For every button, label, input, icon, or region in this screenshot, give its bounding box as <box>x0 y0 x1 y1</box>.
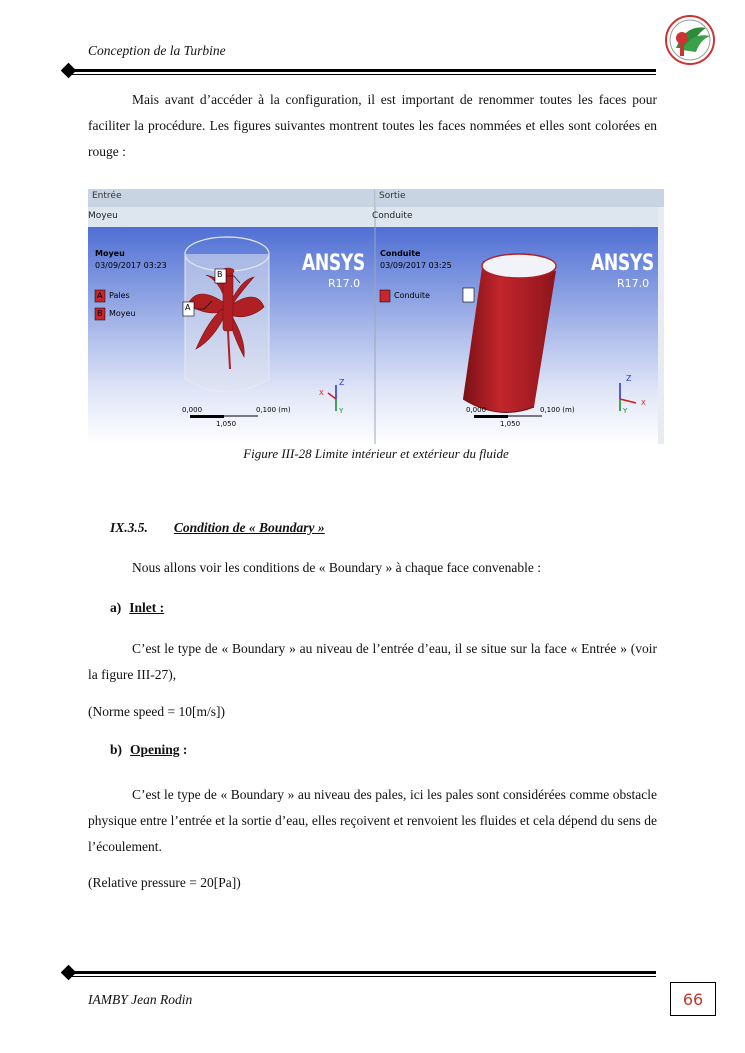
left-tab-sub: Moyeu <box>88 211 118 221</box>
left-tab-top: Entrée <box>92 191 122 201</box>
footer-diamond <box>61 965 77 981</box>
right-scale-right: 0,100 (m) <box>540 406 575 414</box>
left-version: R17.0 <box>328 277 361 290</box>
left-axis-x: X <box>319 389 324 397</box>
left-scale-mid: 1,050 <box>216 420 237 428</box>
subsection-b-marker: b) <box>110 742 123 757</box>
left-legend-label-b: Moyeu <box>109 309 136 318</box>
left-brand: ANSYS <box>302 251 365 276</box>
right-object-name: Conduite <box>380 249 421 258</box>
subsection-a-text: C’est le type de « Boundary » au niveau de l’entrée d’eau, il se situe sur la face « Entrée » (voir la figure III-27), <box>88 641 657 682</box>
right-legend-label: Conduite <box>394 291 430 300</box>
right-brand: ANSYS <box>591 251 654 276</box>
subsection-b-heading <box>110 742 187 758</box>
left-legend-label-a: Pales <box>109 291 130 300</box>
institution-logo <box>662 14 722 66</box>
right-axis-x: X <box>641 399 646 407</box>
subsection-b-text: C’est le type de « Boundary » au niveau des pales, ici les pales sont considérées comme obstacle physique entre l’entrée et la sortie d’eau, elles reçoivent et renvoient les fluides et cela dépend du sens de l’écoulement. <box>88 787 657 854</box>
section-title: Condition de « Boundary » <box>173 520 325 535</box>
callout-b: B <box>217 270 223 279</box>
footer-author: IAMBY Jean Rodin <box>88 992 193 1007</box>
left-scale-left: 0,000 <box>182 406 203 414</box>
subsection-a-heading <box>110 600 164 616</box>
left-legend-key-a: A <box>97 291 103 300</box>
header-title: Conception de la Turbine <box>88 43 226 58</box>
left-object-name: Moyeu <box>95 249 125 258</box>
header-diamond <box>61 63 77 79</box>
subsection-b-title: Opening <box>130 742 180 757</box>
footer-rule <box>68 971 656 974</box>
right-object-date: 03/09/2017 03:25 <box>380 261 452 270</box>
subsection-b-value: (Relative pressure = 20[Pa]) <box>88 875 241 890</box>
figure-caption: Figure III-28 Limite intérieur et extérieur du fluide <box>243 446 509 461</box>
page-number: 66 <box>670 982 716 1016</box>
section-number: IX.3.5. <box>110 520 148 535</box>
header-rule-thin <box>68 74 656 75</box>
right-tab-top: Sortie <box>379 191 406 201</box>
callout-a: A <box>185 303 191 312</box>
right-version: R17.0 <box>617 277 650 290</box>
left-scale-right: 0,100 (m) <box>256 406 291 414</box>
left-legend-key-b: B <box>97 309 103 318</box>
right-axis-y: Y <box>623 407 628 415</box>
subsection-a-value: (Norme speed = 10[m/s]) <box>88 704 225 719</box>
right-scale-mid: 1,050 <box>500 420 521 428</box>
left-axis-y: Y <box>339 407 344 415</box>
section-intro: Nous allons voir les conditions de « Boundary » à chaque face convenable : <box>132 560 542 575</box>
right-axis-z: Z <box>626 374 632 383</box>
subsection-a-title: Inlet : <box>129 600 165 615</box>
subsection-a-marker: a) <box>110 600 122 615</box>
figure-canvas <box>88 189 664 444</box>
intro-paragraph: Mais avant d’accéder à la configuration, il est important de renommer toutes les faces pour faciliter la procédure. Les figures suivantes montrent toutes les faces nommées et elles sont colorées en rouge : <box>88 92 657 159</box>
right-tab-sub: Conduite <box>372 211 413 221</box>
section-heading <box>110 520 325 536</box>
left-object-date: 03/09/2017 03:23 <box>95 261 167 270</box>
figure-ansys <box>88 189 664 444</box>
header-rule <box>68 69 656 72</box>
footer-rule-thin <box>68 976 656 977</box>
subsection-b-colon: : <box>179 742 188 757</box>
left-axis-z: Z <box>339 378 345 387</box>
right-scale-left: 0,000 <box>466 406 487 414</box>
